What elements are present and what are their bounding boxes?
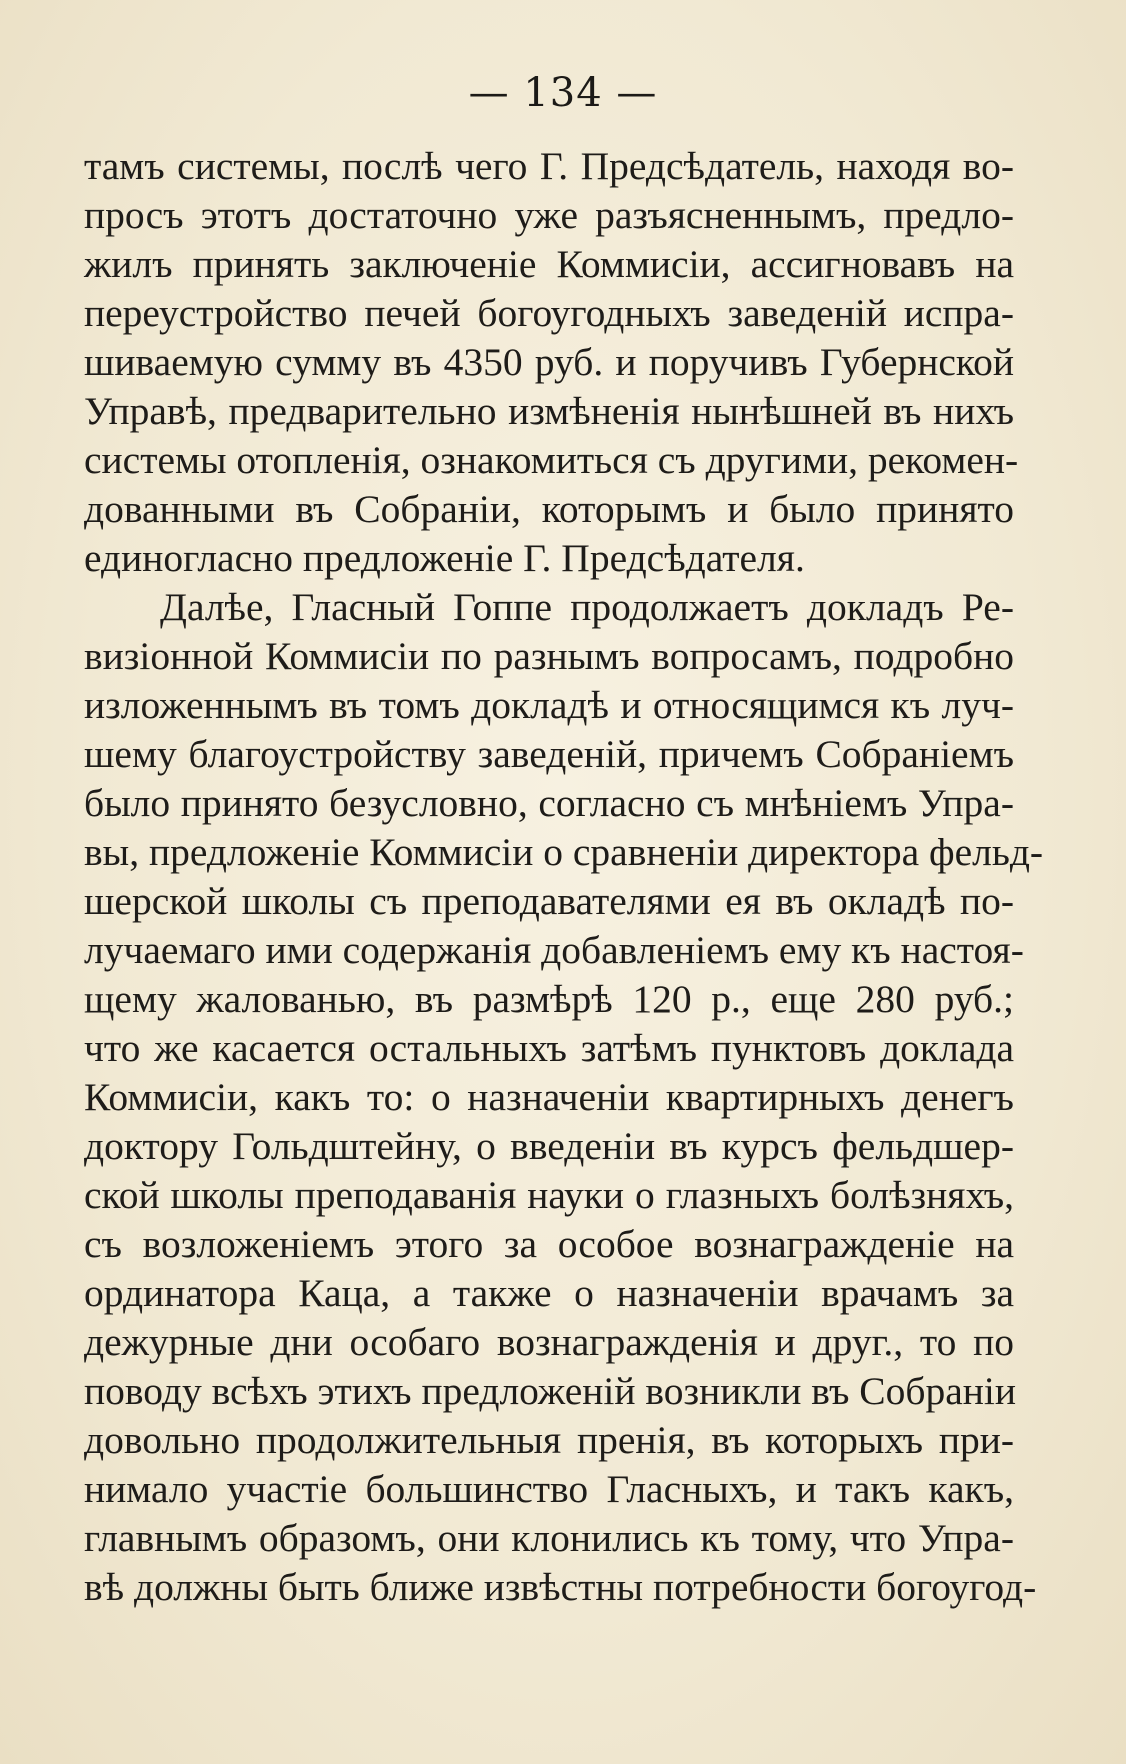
text-line: вы, предложеніе Коммисіи о сравненіи директора фельд- xyxy=(84,830,1044,874)
text-line: ской школы преподаванія науки о глазныхъ болѣзняхъ, xyxy=(84,1173,1014,1217)
text-line: довольно продолжительныя пренія, въ которыхъ при- xyxy=(84,1418,1014,1462)
text-line: шиваемую сумму въ 4350 руб. и поручивъ Губернской xyxy=(84,340,1014,384)
text-line: Управѣ, предварительно измѣненія нынѣшней въ нихъ xyxy=(84,389,1014,433)
text-line: шерской школы съ преподавателями ея въ окладѣ по- xyxy=(84,879,1014,923)
text-line: изложеннымъ въ томъ докладѣ и относящимся къ луч- xyxy=(84,683,1014,727)
text-line: жилъ принять заключеніе Коммисіи, ассигновавъ на xyxy=(84,242,1014,286)
text-line: лучаемаго ими содержанія добавленіемъ ему къ настоя- xyxy=(84,928,1024,972)
text-line: тамъ системы, послѣ чего Г. Предсѣдатель, находя во- xyxy=(84,144,1014,188)
text-line: единогласно предложеніе Г. Предсѣдателя. xyxy=(84,536,805,580)
text-line: дежурные дни особаго вознагражденія и друг., то по xyxy=(84,1320,1014,1364)
paragraph-2 xyxy=(84,583,1044,1612)
text-line: съ возложеніемъ этого за особое вознагражденіе на xyxy=(84,1222,1014,1266)
paragraph-1 xyxy=(84,142,1019,583)
text-line: просъ этотъ достаточно уже разъясненнымъ, предло- xyxy=(84,193,1014,237)
text-line: нимало участіе большинство Гласныхъ, и такъ какъ, xyxy=(84,1467,1014,1511)
text-line: было принято безусловно, согласно съ мнѣніемъ Упра- xyxy=(84,781,1014,825)
text-line: системы отопленія, ознакомиться съ другими, рекомен- xyxy=(84,438,1019,482)
page-body xyxy=(84,142,1044,1612)
text-line: щему жалованью, въ размѣрѣ 120 р., еще 280 руб.; xyxy=(84,977,1014,1021)
text-line: что же касается остальныхъ затѣмъ пунктовъ доклада xyxy=(84,1026,1014,1070)
page-number: — 134 — xyxy=(468,70,658,116)
text-line: вѣ должны быть ближе извѣстны потребности богоугод- xyxy=(84,1565,1037,1609)
text-line: поводу всѣхъ этихъ предложеній возникли въ Собраніи xyxy=(84,1369,1016,1413)
text-line: Коммисіи, какъ то: о назначеніи квартирныхъ денегъ xyxy=(84,1075,1014,1119)
text-line: шему благоустройству заведеній, причемъ Собраніемъ xyxy=(84,732,1014,776)
text-line: главнымъ образомъ, они клонились къ тому, что Упра- xyxy=(84,1516,1014,1560)
text-line: Далѣе, Гласный Гоппе продолжаетъ докладъ Ре- xyxy=(160,585,1014,629)
text-line: ординатора Каца, а также о назначеніи врачамъ за xyxy=(84,1271,1014,1315)
text-line: переустройство печей богоугодныхъ заведеній испра- xyxy=(84,291,1014,335)
text-line: визіонной Коммисіи по разнымъ вопросамъ, подробно xyxy=(84,634,1014,678)
text-line: дованными въ Собраніи, которымъ и было принято xyxy=(84,487,1014,531)
text-line: доктору Гольдштейну, о введеніи въ курсъ фельдшер- xyxy=(84,1124,1014,1168)
